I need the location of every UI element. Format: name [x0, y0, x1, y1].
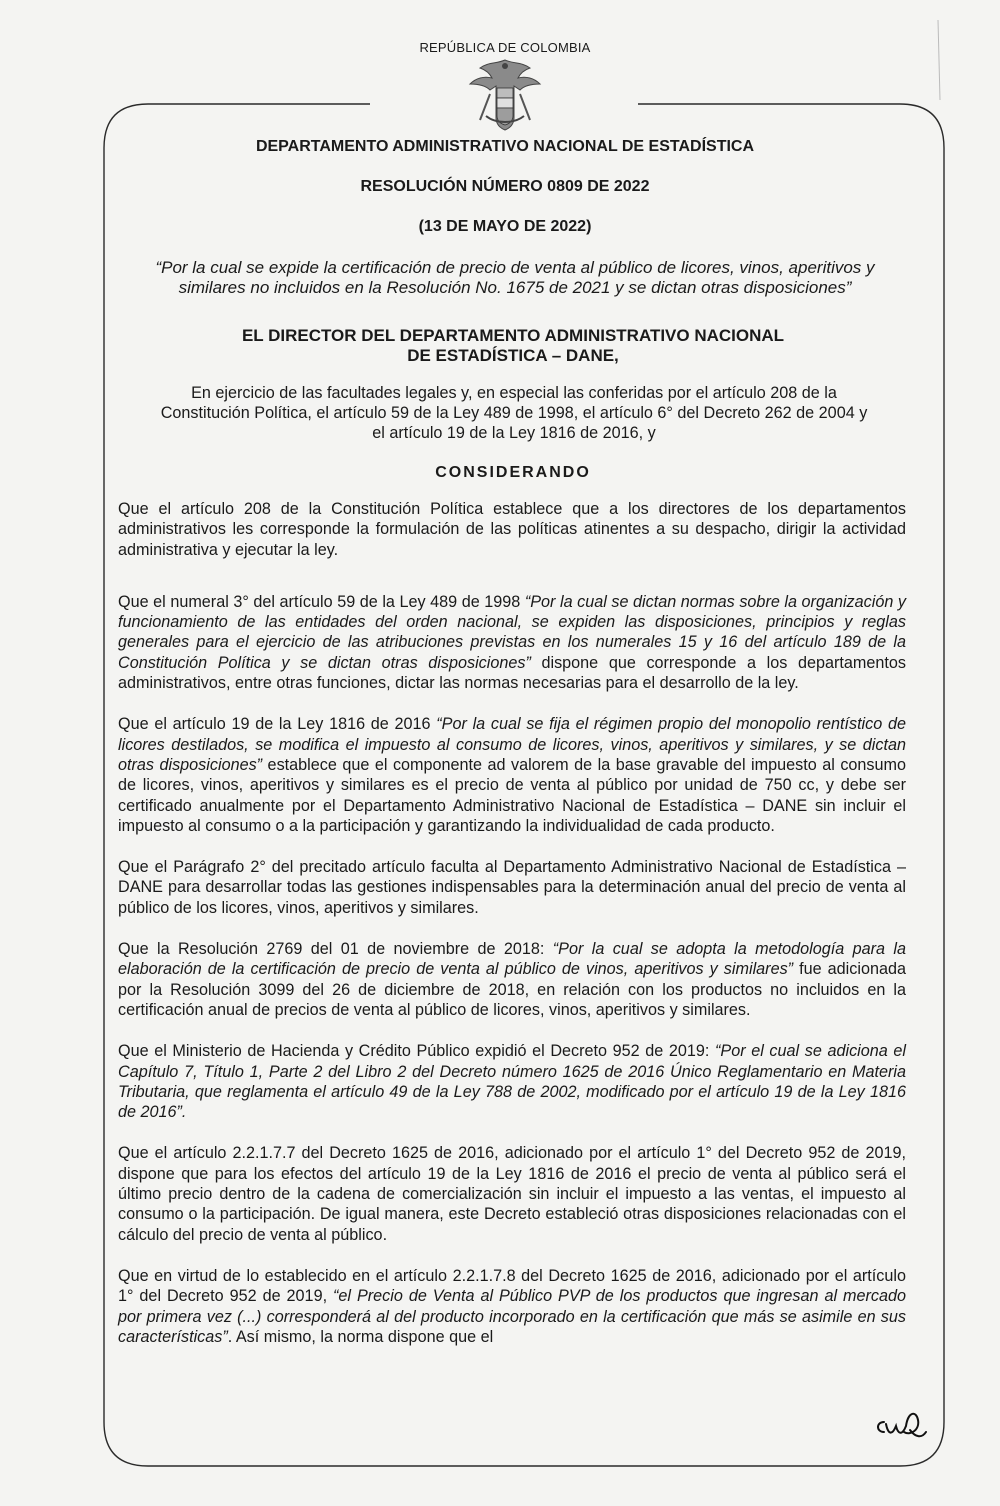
paragraph-4: Que el Parágrafo 2° del precitado artículo faculta al Departamento Administrativo Nacional de Estadística – DANE para desarrollar todas las gestiones indispensables para la determinación anual del precio de venta al público de los licores, vinos, aperitivos y similares.: [118, 858, 906, 917]
paragraph-5: [118, 939, 906, 1020]
handwritten-initials: [870, 1402, 930, 1446]
paragraph-3: [118, 714, 906, 836]
paragraph-5-intro: Que la Resolución 2769 del 01 de noviembre de 2018:: [118, 940, 553, 959]
powers-line-1: En ejercicio de las facultades legales y, en especial las conferidas por el artículo 208 de la: [191, 384, 837, 402]
director-line-2: DE ESTADÍSTICA – DANE,: [407, 346, 619, 365]
considerando-heading: CONSIDERANDO: [435, 464, 591, 481]
paragraph-3-quote: “Por la cual se fija el régimen propio del monopolio rentístico de licores destilados, se modifica el impuesto al consumo de licores, vinos, aperitivos y similares, y se dictan otras disposiciones”: [118, 715, 906, 774]
paragraph-2: [118, 592, 906, 693]
paragraph-8: [118, 1266, 906, 1347]
resolution-subject: [120, 258, 910, 298]
resolution-date: (13 DE MAYO DE 2022): [418, 218, 592, 235]
paragraph-2-quote: “Por la cual se dictan normas sobre la organización y funcionamiento de las entidades del orden nacional, se expiden las disposiciones, principios y reglas generales para el ejercicio de las atribuciones previstas en los numerales 15 y 16 del artículo 189 de la Constitución Política y se dictan otras disposiciones”: [118, 592, 906, 672]
resolution-number: RESOLUCIÓN NÚMERO 0809 DE 2022: [360, 178, 650, 195]
paragraph-8-intro: Que en virtud de lo establecido en el artículo 2.2.1.7.8 del Decreto 1625 de 2016, adicionado por el artículo 1° del Decreto 952 de 2019,: [118, 1266, 906, 1306]
paragraph-6-intro: Que el Ministerio de Hacienda y Crédito Público expidió el Decreto 952 de 2019:: [118, 1042, 716, 1061]
paragraph-2-rest: dispone que corresponde a los departamentos administrativos, entre otras funciones, dictar las normas necesarias para el desarrollo de la ley.: [118, 653, 906, 693]
paragraph-6: [118, 1041, 906, 1122]
paragraph-8-quote: “el Precio de Venta al Público PVP de los productos que ingresan al mercado por primera vez (...) corresponderá al del producto incorporado en la certificación que más se asimile en sus características”: [118, 1287, 907, 1346]
paragraph-5-quote: “Por la cual se adopta la metodología para la elaboración de la certificación de precio de venta al público de vinos, aperitivos y similares”: [118, 940, 906, 979]
paragraph-1: Que el artículo 208 de la Constitución Política establece que a los directores de los departamentos administrativos les corresponde la formulación de las políticas atinentes a su despacho, dirigir la actividad administrativa y ejecutar la ley.: [118, 500, 906, 559]
paragraph-3-rest: establece que el componente ad valorem de la base gravable del impuesto al consumo de licores, vinos, aperitivos y similares es el precio de venta al público por unidad de 750 cc, y debe ser certificado anualmente por el Departamento Administrativo Nacional de Estadística – DANE sin incluir el impuesto al consumo o a la participación y garantizando la individualidad de cada producto.: [118, 755, 906, 835]
paragraph-2-intro: Que el numeral 3° del artículo 59 de la Ley 489 de 1998: [118, 592, 525, 611]
powers-line-3: el artículo 19 de la Ley 1816 de 2016, y: [372, 424, 656, 442]
subject-line-2: similares no incluidos en la Resolución No. 1675 de 2021 y se dictan otras disposiciones”: [178, 278, 852, 297]
legal-powers-statement: [116, 383, 912, 443]
powers-line-2: Constitución Política, el artículo 59 de la Ley 489 de 1998, el artículo 6° del Decreto 262 de 2004 y: [160, 404, 868, 422]
republic-heading: REPÚBLICA DE COLOMBIA: [419, 40, 591, 55]
director-heading: [0, 326, 1000, 366]
paragraph-7: Que el artículo 2.2.1.7.7 del Decreto 1625 de 2016, adicionado por el artículo 1° del Decreto 952 de 2019, dispone que para los efectos del artículo 19 de la Ley 1816 de 2016 el precio de venta al público será el último precio dentro de la cadena de comercialización sin incluir el impuesto a las ventas, el impuesto al consumo o la participación. De igual manera, este Decreto estableció otras disposiciones relacionadas con el cálculo del precio de venta al público.: [118, 1144, 906, 1244]
subject-line-1: “Por la cual se expide la certificación de precio de venta al público de licores, vinos, aperitivos y: [155, 258, 875, 277]
paragraph-6-quote: “Por el cual se adiciona el Capítulo 7, Título 1, Parte 2 del Libro 2 del Decreto número 1625 de 2016 Único Reglamentario en Materia Tributaria, que reglamenta el artículo 49 de la Ley 788 de 2002, modificado por el artículo 19 de la Ley 1816 de 2016”.: [118, 1042, 906, 1122]
institution-title: DEPARTAMENTO ADMINISTRATIVO NACIONAL DE ESTADÍSTICA: [255, 138, 755, 155]
director-line-1: EL DIRECTOR DEL DEPARTAMENTO ADMINISTRATIVO NACIONAL: [241, 326, 785, 345]
paragraph-8-rest: . Así mismo, la norma dispone que el: [227, 1327, 494, 1346]
paragraph-5-rest: fue adicionada por la Resolución 3099 del 26 de diciembre de 2018, en relación con los productos no incluidos en la certificación anual de precios de venta al público de licores, vinos, aperitivos y similares.: [118, 960, 906, 1019]
paragraph-3-intro: Que el artículo 19 de la Ley 1816 de 2016: [118, 715, 437, 734]
considerations-body: [118, 499, 906, 1368]
